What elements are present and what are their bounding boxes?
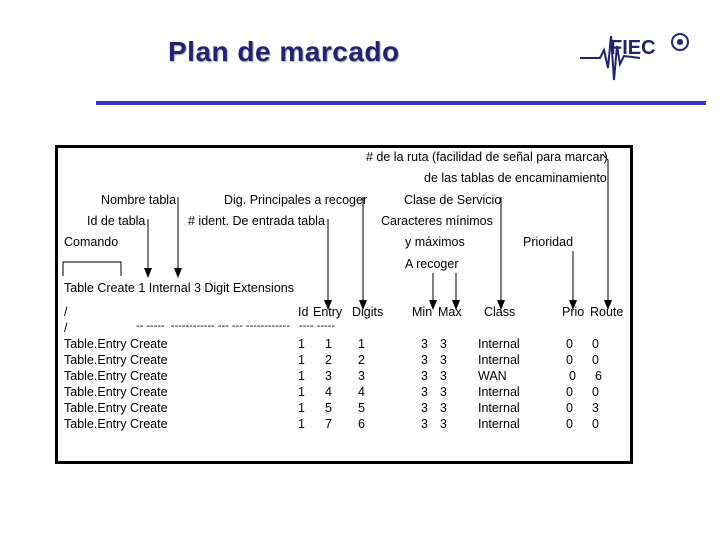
entry-table-id: 1 [298, 353, 305, 367]
entry-class: Internal [478, 337, 520, 351]
entry-class: WAN [478, 369, 507, 383]
entry-id: 2 [325, 353, 332, 367]
annotation-command: Comando [64, 235, 119, 249]
entry-digits: 5 [358, 401, 365, 415]
entry-prio: 0 [566, 385, 573, 399]
header-class: Class [484, 305, 516, 319]
entry-class: Internal [478, 353, 520, 367]
entry-route: 3 [592, 401, 599, 415]
header-id: Id [298, 305, 309, 319]
annotation-service-class: Clase de Servicio [404, 193, 502, 207]
annotation-min-chars: Caracteres mínimos [381, 214, 493, 228]
header-entry: Entry [313, 305, 343, 319]
entry-route: 6 [595, 369, 602, 383]
entry-min: 3 [421, 353, 428, 367]
annotation-routing-tables: de las tablas de encaminamiento [424, 171, 607, 185]
entry-prio: 0 [566, 417, 573, 431]
entry-max: 3 [440, 369, 447, 383]
logo-text: FIEC [610, 37, 656, 59]
entry-prio: 0 [566, 401, 573, 415]
entry-max: 3 [440, 385, 447, 399]
entry-route: 0 [592, 385, 599, 399]
entry-table-id: 1 [298, 337, 305, 351]
entry-command: Table.Entry Create [64, 337, 168, 351]
entry-route: 0 [592, 417, 599, 431]
entry-min: 3 [421, 385, 428, 399]
annotation-route-number: # de la ruta (facilidad de señal para marcar) [366, 150, 608, 164]
entry-class: Internal [478, 385, 520, 399]
entry-id: 3 [325, 369, 332, 383]
annotation-table-name: Nombre tabla [101, 193, 177, 207]
entry-table-id: 1 [298, 369, 305, 383]
entry-table-id: 1 [298, 385, 305, 399]
entry-table-id: 1 [298, 417, 305, 431]
entry-route: 0 [592, 337, 599, 351]
entry-class: Internal [478, 401, 520, 415]
table-create-command: Table Create 1 Internal 3 Digit Extensions [64, 281, 294, 295]
header-dashes: -- ----- ------------ --- --- ------------ ---- ----- [136, 320, 336, 332]
header-min: Min [412, 305, 433, 319]
header-comment-slash-2: / [64, 321, 68, 335]
header-digits: Digits [352, 305, 384, 319]
entry-id: 4 [325, 385, 332, 399]
entry-min: 3 [421, 417, 428, 431]
annotation-table-id: Id de tabla [87, 214, 146, 228]
annotation-entry-id: # ident. De entrada tabla [188, 214, 325, 228]
entry-command: Table.Entry Create [64, 401, 168, 415]
entry-max: 3 [440, 401, 447, 415]
entry-digits: 4 [358, 385, 365, 399]
entry-min: 3 [421, 337, 428, 351]
entry-digits: 1 [358, 337, 365, 351]
entry-id: 1 [325, 337, 332, 351]
entry-digits: 3 [358, 369, 365, 383]
entry-route: 0 [592, 353, 599, 367]
annotation-main-digits: Dig. Principales a recoger [224, 193, 368, 207]
entry-max: 3 [440, 353, 447, 367]
header-prio: Prio [562, 305, 585, 319]
entry-prio: 0 [569, 369, 576, 383]
entry-digits: 2 [358, 353, 365, 367]
entry-id: 7 [325, 417, 332, 431]
annotation-to-collect: A recoger [405, 257, 459, 271]
entry-table-id: 1 [298, 401, 305, 415]
entry-prio: 0 [566, 353, 573, 367]
entry-digits: 6 [358, 417, 365, 431]
entry-command: Table.Entry Create [64, 417, 168, 431]
slide-title: Plan de marcado [168, 36, 400, 67]
entry-prio: 0 [566, 337, 573, 351]
entry-id: 5 [325, 401, 332, 415]
header-route: Route [590, 305, 624, 319]
entry-min: 3 [421, 369, 428, 383]
entry-class: Internal [478, 417, 520, 431]
annotation-priority: Prioridad [523, 235, 574, 249]
header-max: Max [438, 305, 462, 319]
entry-min: 3 [421, 401, 428, 415]
entry-command: Table.Entry Create [64, 385, 168, 399]
annotation-max-chars: y máximos [405, 235, 465, 249]
header-comment-slash: / [64, 305, 68, 319]
entry-command: Table.Entry Create [64, 353, 168, 367]
entry-max: 3 [440, 337, 447, 351]
entry-max: 3 [440, 417, 447, 431]
entry-command: Table.Entry Create [64, 369, 168, 383]
